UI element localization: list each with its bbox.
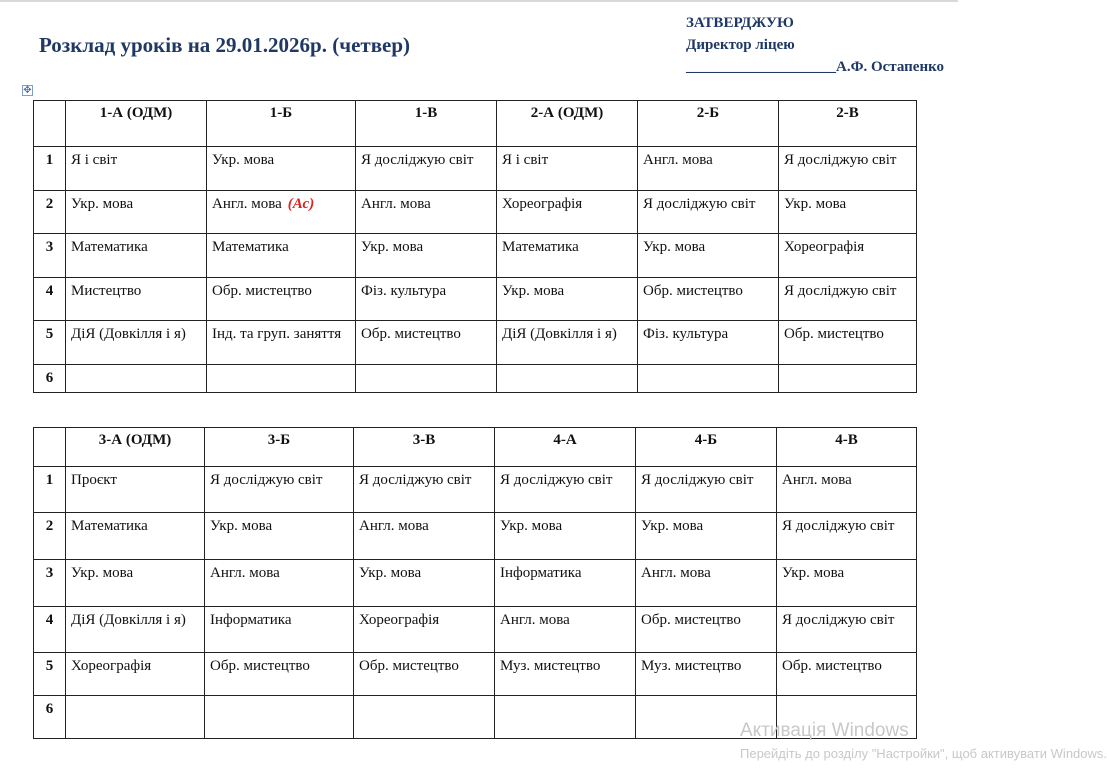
lesson-cell: [66, 560, 205, 607]
lesson-cell: [205, 696, 354, 739]
lesson-cell: [66, 147, 207, 191]
lesson-subject: Укр. мова: [71, 196, 134, 212]
lesson-cell: [356, 365, 497, 393]
lesson-cell: [779, 234, 917, 278]
lesson-row: [34, 467, 917, 513]
lesson-subject: Англ. мова: [210, 565, 280, 581]
lesson-subject: Я досліджую світ: [782, 518, 895, 534]
lesson-cell: [638, 234, 779, 278]
lesson-cell: [66, 607, 205, 653]
lesson-cell: [497, 234, 638, 278]
lesson-subject: Англ. мова: [643, 152, 713, 168]
lesson-cell: [638, 365, 779, 393]
lesson-cell: [777, 560, 917, 607]
header-corner-cell: [34, 428, 66, 467]
lesson-subject: Обр. мистецтво: [782, 658, 882, 674]
lesson-subject: ДіЯ (Довкілля і я): [71, 326, 186, 342]
lesson-subject: Фіз. культура: [643, 326, 729, 342]
lesson-cell: [777, 513, 917, 560]
lesson-subject: ДіЯ (Довкілля і я): [502, 326, 617, 342]
lesson-subject: Обр. мистецтво: [643, 283, 743, 299]
lesson-cell: [636, 513, 777, 560]
lesson-cell: [638, 278, 779, 321]
header-row: [34, 101, 917, 147]
lesson-subject: Обр. мистецтво: [361, 326, 461, 342]
approval-line-director: Директор ліцею: [686, 37, 795, 53]
lesson-cell: [497, 191, 638, 234]
lesson-cell: [779, 365, 917, 393]
lesson-subject: Обр. мистецтво: [210, 658, 310, 674]
lesson-cell: [354, 467, 495, 513]
lesson-number-cell: 4: [34, 607, 66, 653]
class-header-cell: 2-В: [779, 101, 917, 147]
windows-activation-watermark: Активація Windows: [740, 720, 909, 741]
lesson-cell: [638, 191, 779, 234]
lesson-cell: [66, 321, 207, 365]
lesson-cell: [205, 513, 354, 560]
lesson-subject: Інд. та груп. заняття: [212, 326, 342, 342]
lesson-row: [34, 607, 917, 653]
lesson-number-cell: 1: [34, 147, 66, 191]
lesson-number-cell: 5: [34, 653, 66, 696]
lesson-number-cell: 2: [34, 191, 66, 234]
lesson-cell: [638, 321, 779, 365]
lesson-subject: Я досліджую світ: [210, 472, 323, 488]
lesson-subject: Укр. мова: [359, 565, 422, 581]
lesson-cell: [207, 278, 356, 321]
lesson-subject: Муз. мистецтво: [641, 658, 742, 674]
lesson-subject: Обр. мистецтво: [784, 326, 884, 342]
lesson-subject: Проєкт: [71, 472, 117, 488]
lesson-cell: [356, 321, 497, 365]
lesson-subject: Англ. мова: [359, 518, 429, 534]
lesson-subject: ДіЯ (Довкілля і я): [71, 612, 186, 628]
lesson-cell: [497, 278, 638, 321]
lesson-cell: [205, 467, 354, 513]
lesson-cell: [66, 278, 207, 321]
class-header-cell: 4-В: [777, 428, 917, 467]
lesson-cell: [779, 278, 917, 321]
lesson-cell: [495, 467, 636, 513]
class-header-cell: 2-Б: [638, 101, 779, 147]
lesson-row: [34, 147, 917, 191]
lesson-subject: Обр. мистецтво: [359, 658, 459, 674]
lesson-cell: [354, 513, 495, 560]
lesson-number-cell: 3: [34, 560, 66, 607]
lesson-cell: [636, 467, 777, 513]
lesson-subject: Англ. мова: [212, 196, 282, 212]
lesson-subject: Я і світ: [71, 152, 118, 168]
class-header-cell: 4-А: [495, 428, 636, 467]
lesson-row: [34, 560, 917, 607]
lesson-cell: [497, 147, 638, 191]
lesson-cell: [777, 653, 917, 696]
lesson-cell: [207, 191, 356, 234]
lesson-cell: [636, 560, 777, 607]
lesson-number-cell: 6: [34, 696, 66, 739]
lesson-cell: [207, 365, 356, 393]
lesson-cell: [66, 653, 205, 696]
lesson-number-cell: 4: [34, 278, 66, 321]
lesson-cell: [66, 234, 207, 278]
lesson-subject: Укр. мова: [361, 239, 424, 255]
lesson-subject: Інформатика: [500, 565, 582, 581]
class-header-cell: 2-А (ОДМ): [497, 101, 638, 147]
lesson-subject: Математика: [502, 239, 579, 255]
lesson-row: [34, 191, 917, 234]
class-header-cell: 4-Б: [636, 428, 777, 467]
lesson-cell: [354, 560, 495, 607]
lesson-row: [34, 653, 917, 696]
lesson-subject: Укр. мова: [71, 565, 134, 581]
lesson-subject: Математика: [71, 239, 148, 255]
lesson-subject: Укр. мова: [210, 518, 273, 534]
approval-line-approve: ЗАТВЕРДЖУЮ: [686, 15, 794, 31]
class-header-cell: 1-А (ОДМ): [66, 101, 207, 147]
lesson-subject: Англ. мова: [782, 472, 852, 488]
lesson-cell: [207, 321, 356, 365]
lesson-subject: Я досліджую світ: [361, 152, 474, 168]
class-header-cell: 3-А (ОДМ): [66, 428, 205, 467]
approval-line-signature: ____________________А.Ф. Остапенко: [686, 59, 945, 75]
lesson-subject: Я досліджую світ: [643, 196, 756, 212]
lesson-subject: Хореографія: [71, 658, 152, 674]
windows-activation-hint: Перейдіть до розділу "Настройки", щоб активувати Windows.: [740, 746, 1107, 761]
lesson-cell: [495, 560, 636, 607]
lesson-cell: [495, 653, 636, 696]
lesson-cell: [497, 365, 638, 393]
lesson-subject: Математика: [71, 518, 148, 534]
lesson-cell: [636, 653, 777, 696]
lesson-cell: [638, 147, 779, 191]
lesson-row: [34, 278, 917, 321]
lesson-subject: Англ. мова: [641, 565, 711, 581]
lesson-cell: [779, 147, 917, 191]
lesson-cell: [356, 278, 497, 321]
lesson-cell: [354, 653, 495, 696]
lesson-cell: [779, 321, 917, 365]
lesson-subject: Я досліджую світ: [359, 472, 472, 488]
class-header-cell: 3-Б: [205, 428, 354, 467]
page-title: Розклад уроків на 29.01.2026р. (четвер): [39, 33, 411, 57]
lesson-subject: Я досліджую світ: [784, 283, 897, 299]
class-header-cell: 1-Б: [207, 101, 356, 147]
lesson-number-cell: 3: [34, 234, 66, 278]
lesson-subject: Укр. мова: [784, 196, 847, 212]
lesson-row: [34, 513, 917, 560]
lesson-subject: Укр. мова: [502, 283, 565, 299]
lesson-cell: [66, 365, 207, 393]
assistant-note: (Ас): [287, 196, 315, 212]
lesson-cell: [495, 513, 636, 560]
lesson-subject: Укр. мова: [641, 518, 704, 534]
class-header-cell: 1-В: [356, 101, 497, 147]
lesson-cell: [354, 607, 495, 653]
lesson-cell: [636, 607, 777, 653]
lesson-subject: Англ. мова: [361, 196, 431, 212]
lesson-row: [34, 321, 917, 365]
lesson-subject: Математика: [212, 239, 289, 255]
lesson-subject: Англ. мова: [500, 612, 570, 628]
lesson-subject: Я досліджую світ: [500, 472, 613, 488]
class-header-cell: 3-В: [354, 428, 495, 467]
lesson-number-cell: 6: [34, 365, 66, 393]
page-top-border: [0, 0, 958, 2]
lesson-number-cell: 2: [34, 513, 66, 560]
lesson-subject: Я досліджую світ: [784, 152, 897, 168]
lesson-subject: Укр. мова: [643, 239, 706, 255]
lesson-cell: [777, 607, 917, 653]
lesson-subject: Я досліджую світ: [782, 612, 895, 628]
lesson-cell: [356, 191, 497, 234]
lesson-cell: [205, 607, 354, 653]
lesson-subject: Я і світ: [502, 152, 549, 168]
approval-block: [686, 12, 944, 78]
lesson-cell: [497, 321, 638, 365]
lesson-cell: [207, 147, 356, 191]
lesson-subject: Хореографія: [784, 239, 865, 255]
lesson-subject: Обр. мистецтво: [212, 283, 312, 299]
lesson-cell: [66, 467, 205, 513]
lesson-subject: Укр. мова: [782, 565, 845, 581]
lesson-cell: [66, 696, 205, 739]
lesson-cell: [356, 234, 497, 278]
lesson-cell: [356, 147, 497, 191]
lesson-cell: [66, 191, 207, 234]
lesson-number-cell: 5: [34, 321, 66, 365]
schedule-table-grades-3-4: [33, 427, 917, 739]
lesson-subject: Укр. мова: [500, 518, 563, 534]
lesson-row: [34, 234, 917, 278]
lesson-cell: [495, 696, 636, 739]
lesson-subject: Укр. мова: [212, 152, 275, 168]
lesson-row: [34, 365, 917, 393]
lesson-subject: Інформатика: [210, 612, 292, 628]
table-move-handle-icon[interactable]: ✥: [23, 85, 32, 96]
lesson-cell: [66, 513, 205, 560]
lesson-cell: [205, 653, 354, 696]
lesson-subject: Муз. мистецтво: [500, 658, 601, 674]
lesson-subject: Мистецтво: [71, 283, 142, 299]
lesson-cell: [779, 191, 917, 234]
lesson-cell: [777, 467, 917, 513]
lesson-cell: [205, 560, 354, 607]
lesson-subject: Хореографія: [502, 196, 583, 212]
lesson-cell: [207, 234, 356, 278]
header-corner-cell: [34, 101, 66, 147]
lesson-cell: [495, 607, 636, 653]
lesson-subject: Фіз. культура: [361, 283, 447, 299]
lesson-cell: [354, 696, 495, 739]
lesson-subject: Хореографія: [359, 612, 440, 628]
lesson-number-cell: 1: [34, 467, 66, 513]
lesson-subject: Обр. мистецтво: [641, 612, 741, 628]
header-row: [34, 428, 917, 467]
schedule-table-grades-1-2: [33, 100, 917, 393]
lesson-subject: Я досліджую світ: [641, 472, 754, 488]
